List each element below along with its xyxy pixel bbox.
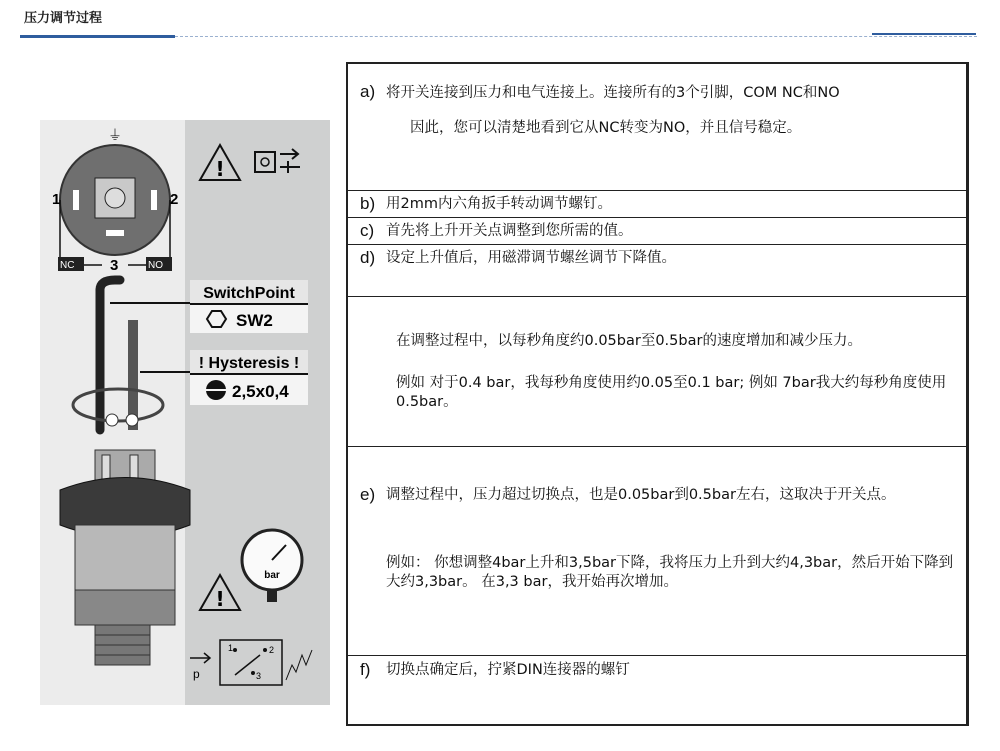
adjustment-steps-table [346, 62, 969, 726]
step-c-letter: c) [360, 221, 375, 240]
adjust-speed-text: 在调整过程中，以每秒角度约0.05bar至0.5bar的速度增加和减少压力。 [396, 333, 862, 349]
step-d-text: 设定上升值后，用磁滞调节螺丝调节下降值。 [386, 250, 676, 266]
diagram-p-label: p [193, 667, 200, 681]
title-divider [175, 36, 977, 37]
pressure-switch-body [60, 450, 190, 665]
pin-1-label: 1 [52, 191, 61, 208]
connector-face [58, 128, 172, 271]
step-f-text: 切换点确定后，拧紧DIN连接器的螺钉 [386, 662, 630, 678]
pin-2-label: 2 [170, 191, 179, 208]
svg-text:!: ! [215, 587, 225, 611]
step-e-example: 例如： 你想调整4bar上升和3,5bar下降，我将压力上升到大约4,3bar，然后开始下降到大约3,3bar。 在3,3 bar，我开始再次增加。 [386, 555, 954, 590]
title-underline [20, 35, 175, 38]
step-f-row [348, 656, 966, 724]
hysteresis-value: 2,5x0,4 [232, 382, 289, 401]
step-e-text: 调整过程中，压力超过切换点，也是0.05bar到0.5bar左右，这取决于开关点。 [386, 487, 896, 503]
step-d-letter: d) [360, 248, 376, 267]
diagram-contact-2: 2 [269, 645, 275, 655]
step-c-row [348, 218, 966, 245]
step-a-result: 因此，您可以清楚地看到它从NC转变为NO，并且信号稳定。 [410, 120, 802, 136]
pressure-switch-drawing [40, 120, 330, 705]
ground-icon: ⏚ [108, 128, 122, 144]
step-a-row [348, 64, 966, 191]
gauge-unit-label: bar [264, 570, 280, 581]
step-d-note-row [348, 297, 966, 447]
pressure-switch-illustration [40, 120, 330, 705]
step-d-row [348, 245, 966, 297]
nc-label: NC [60, 260, 75, 271]
rotation-arrow-icon [73, 389, 163, 421]
diagram-contact-1: 1 [228, 643, 234, 653]
title-divider-accent [872, 33, 976, 35]
step-e-row [348, 447, 966, 656]
svg-text:!: ! [215, 157, 225, 181]
step-e-letter: e) [360, 485, 376, 504]
sw2-label: SW2 [236, 311, 273, 330]
step-b-row [348, 191, 966, 218]
step-c-text: 首先将上升开关点调整到您所需的值。 [386, 223, 633, 239]
adjust-speed-example: 例如 对于0.4 bar，我每秒角度使用约0.05至0.1 bar; 例如 7bar我大约每秒角度使用0.5bar。 [396, 375, 947, 410]
step-a-text: 将开关连接到压力和电气连接上。连接所有的3个引脚，COM NC和NO [386, 85, 840, 101]
step-a-letter: a) [360, 82, 376, 101]
step-f-letter: f) [360, 660, 371, 679]
hysteresis-label: ! Hysteresis ! [198, 355, 300, 372]
step-b-text: 用2mm内六角扳手转动调节螺钉。 [386, 196, 612, 212]
no-label: NO [148, 260, 163, 271]
pin-3-label: 3 [110, 257, 119, 274]
diagram-contact-3: 3 [256, 671, 262, 681]
step-b-letter: b) [360, 194, 376, 213]
screwdriver [128, 320, 138, 430]
page-title: 压力调节过程 [24, 11, 103, 26]
switchpoint-label: SwitchPoint [203, 285, 295, 302]
